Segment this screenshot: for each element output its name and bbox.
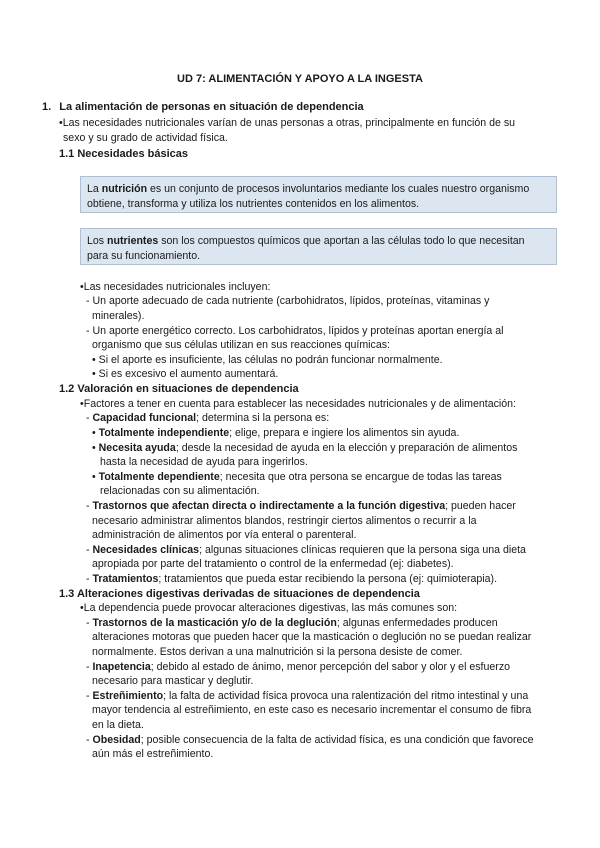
alt-inapetencia-text: ; debido al estado de ánimo, menor percepción del sabor y olor y el esfuerzo: [150, 661, 511, 673]
needs-intro-text: Las necesidades nutricionales incluyen:: [83, 281, 271, 293]
alt-estrenimiento-line3: en la dieta.: [92, 719, 144, 731]
section-1-intro-line1: Las necesidades nutricionales varían de unas personas a otras, principalmente en función de su: [62, 117, 516, 129]
alt-obesidad-line2: aún más el estreñimiento.: [92, 748, 214, 760]
alt-inapetencia: - Inapetencia; debido al estado de ánimo, menor percepción del sabor y olor y el esfuerzo: [86, 661, 511, 673]
box2-line2: para su funcionamiento.: [87, 250, 201, 262]
alt-inapetencia-line2: necesario para masticar y deglutir.: [92, 675, 254, 687]
cap-ayuda: • Necesita ayuda; desde la necesidad de ayuda en la elección y preparación de alimentos: [92, 442, 518, 454]
needs-item-1-line2: minerales).: [92, 310, 145, 322]
box2-text: son los compuestos químicos que aportan a las células todo lo que necesitan: [158, 235, 525, 247]
alt-inapetencia-term: Inapetencia: [92, 661, 151, 673]
cap-independiente-text: ; elige, prepara e ingiere los alimentos sin ayuda.: [229, 427, 460, 439]
box1-term: nutrición: [101, 183, 148, 195]
document-title: UD 7: ALIMENTACIÓN Y APOYO A LA INGESTA: [177, 73, 423, 85]
box2-pre: Los: [87, 235, 108, 247]
alt-masticacion-line3: normalmente. Estos derivan a una malnutrición si la persona desiste de comer.: [92, 646, 463, 658]
box1-text: es un conjunto de procesos involuntarios mediante los cuales nuestro organismo: [147, 183, 530, 195]
alterations-intro-text: La dependencia puede provocar alteraciones digestivas, las más comunes son:: [83, 602, 458, 614]
alt-masticacion-text: ; algunas enfermedades producen: [336, 617, 498, 629]
factors-intro: •Factores a tener en cuenta para establecer las necesidades nutricionales y de alimentación:: [80, 398, 516, 410]
section-1-heading: [42, 100, 364, 115]
factor-trastornos-line2: necesario administrar alimentos blandos, restringir ciertos alimentos o recurrir a la: [92, 515, 477, 527]
alt-masticacion-line2: alteraciones motoras que pueden hacer que la masticación o deglución no se puedan realizar: [92, 631, 532, 643]
needs-item-2-line1: - Un aporte energético correcto. Los carbohidratos, lípidos y proteínas aportan energía al: [86, 325, 504, 337]
factor-trastornos: - Trastornos que afectan directa o indirectamente a la función digestiva; pueden hacer: [86, 500, 516, 512]
needs-item-1-line1: - Un aporte adecuado de cada nutriente (carbohidratos, lípidos, proteínas, vitaminas y: [86, 295, 490, 307]
alt-estrenimiento-term: Estreñimiento: [92, 690, 164, 702]
section-1-intro: [59, 116, 515, 131]
factor-clinicas-line2: apropiada por parte del tratamiento o control de la enfermedad (ej: diabetes).: [92, 558, 454, 570]
definition-box-nutrientes: [80, 228, 557, 265]
factor-clinicas: - Necesidades clínicas; algunas situaciones clínicas requieren que la persona siga una dieta: [86, 544, 526, 556]
cap-dependiente-line2: relacionadas con su alimentación.: [100, 485, 260, 497]
cap-independiente-term: Totalmente independiente: [98, 427, 230, 439]
cap-independiente: • Totalmente independiente; elige, prepara e ingiere los alimentos sin ayuda.: [92, 427, 460, 439]
factor-tratamientos: - Tratamientos; tratamientos que pueda estar recibiendo la persona (ej: quimioterapia).: [86, 573, 498, 585]
alt-estrenimiento-line2: mayor tendencia al estreñimiento, en este caso es necesario incrementar el consumo de fibra: [92, 704, 532, 716]
alt-estrenimiento: - Estreñimiento; la falta de actividad física provoca una ralentización del ritmo intestinal y una: [86, 690, 529, 702]
cap-ayuda-term: Necesita ayuda: [98, 442, 176, 454]
section-1-intro-line2: sexo y su grado de actividad física.: [63, 132, 228, 144]
factor-clinicas-term: Necesidades clínicas: [92, 544, 200, 556]
factor-capacidad-text: ; determina si la persona es:: [196, 412, 330, 424]
factor-trastornos-term: Trastornos que afectan directa o indirectamente a la función digestiva: [92, 500, 446, 512]
alt-obesidad: - Obesidad; posible consecuencia de la falta de actividad física, es una condición que favorece: [86, 734, 534, 746]
alt-estrenimiento-text: ; la falta de actividad física provoca una ralentización del ritmo intestinal y una: [163, 690, 529, 702]
factor-capacidad-term: Capacidad funcional: [92, 412, 197, 424]
alt-masticacion-term: Trastornos de la masticación y/o de la deglución: [92, 617, 337, 629]
box1-pre: La: [87, 183, 102, 195]
section-1-title: La alimentación de personas en situación de dependencia: [59, 101, 364, 113]
alt-masticacion: - Trastornos de la masticación y/o de la deglución; algunas enfermedades producen: [86, 617, 498, 629]
subsection-1-3-heading: 1.3 Alteraciones digestivas derivadas de situaciones de dependencia: [59, 588, 420, 600]
subsection-1-2-heading: 1.2 Valoración en situaciones de dependencia: [59, 383, 299, 395]
needs-intro: •Las necesidades nutricionales incluyen:: [80, 281, 271, 293]
cap-dependiente: • Totalmente dependiente; necesita que otra persona se encargue de todas las tareas: [92, 471, 502, 483]
section-1-number: 1.: [42, 101, 52, 113]
subsection-1-1-heading: 1.1 Necesidades básicas: [59, 148, 189, 160]
box1-line2: obtiene, transforma y utiliza los nutrientes contenidos en los alimentos.: [87, 198, 420, 210]
definition-box-nutricion: [80, 176, 557, 213]
cap-dependiente-term: Totalmente dependiente: [98, 471, 220, 483]
factor-trastornos-line3: administración de alimentos por vía enteral o parenteral.: [92, 529, 357, 541]
factor-trastornos-text: ; pueden hacer: [445, 500, 516, 512]
cap-ayuda-text: ; desde la necesidad de ayuda en la elección y preparación de alimentos: [175, 442, 518, 454]
factor-tratamientos-text: ; tratamientos que pueda estar recibiendo la persona (ej: quimioterapia).: [158, 573, 498, 585]
needs-sub-2: • Si es excesivo el aumento aumentará.: [92, 368, 279, 380]
cap-dependiente-text: ; necesita que otra persona se encargue de todas las tareas: [219, 471, 502, 483]
factor-tratamientos-term: Tratamientos: [92, 573, 159, 585]
cap-ayuda-line2: hasta la necesidad de ayuda para ingerirlos.: [100, 456, 308, 468]
factors-intro-text: Factores a tener en cuenta para establecer las necesidades nutricionales y de alimentación:: [83, 398, 516, 410]
needs-sub-2-text: Si es excesivo el aumento aumentará.: [98, 368, 279, 380]
factor-capacidad: - Capacidad funcional; determina si la persona es:: [86, 412, 330, 424]
alt-obesidad-term: Obesidad: [92, 734, 141, 746]
alt-obesidad-text: ; posible consecuencia de la falta de actividad física, es una condición que favorece: [140, 734, 534, 746]
alterations-intro: •La dependencia puede provocar alteraciones digestivas, las más comunes son:: [80, 602, 458, 614]
bullet-dot: •: [59, 117, 63, 129]
needs-item-2-line2: organismo que sus células utilizan en sus reacciones químicas:: [92, 339, 390, 351]
factor-clinicas-text: ; algunas situaciones clínicas requieren que la persona siga una dieta: [199, 544, 526, 556]
needs-sub-1: • Si el aporte es insuficiente, las células no podrán funcionar normalmente.: [92, 354, 443, 366]
needs-sub-1-text: Si el aporte es insuficiente, las células no podrán funcionar normalmente.: [98, 354, 443, 366]
box2-term: nutrientes: [107, 235, 159, 247]
